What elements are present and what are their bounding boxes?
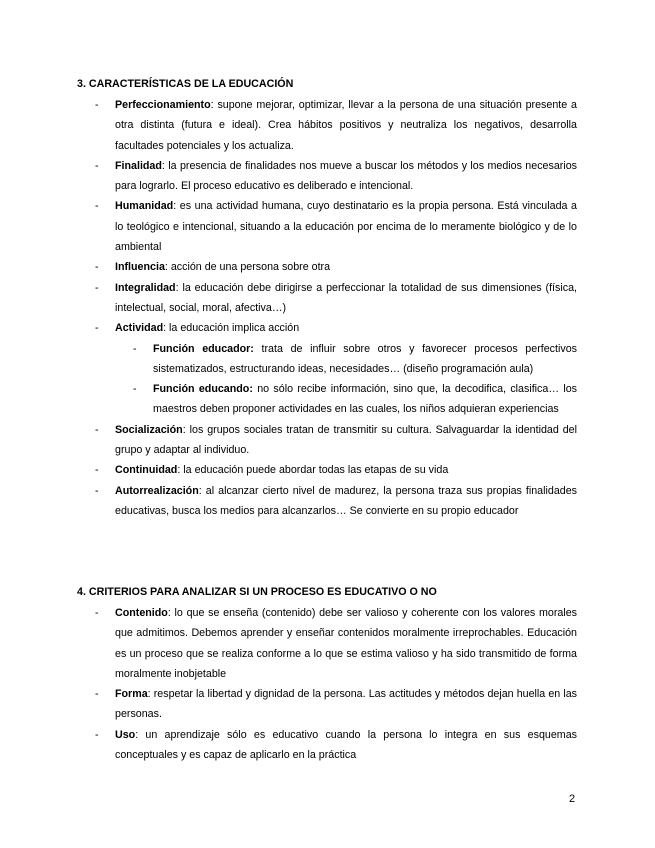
sublist-item-funcion-educador <box>133 339 577 380</box>
item-text: : la presencia de finalidades nos mueve a buscar los métodos y los medios necesarios para lograrlo. El proceso educativo es deliberado e intencional. <box>115 159 577 193</box>
item-term: Continuidad <box>115 464 178 477</box>
bullet-dash: - <box>133 342 137 355</box>
bullet-dash: - <box>95 99 99 111</box>
bullet-dash: - <box>95 728 99 741</box>
bullet-dash: - <box>95 484 99 497</box>
item-term: Integralidad <box>115 281 176 294</box>
item-term: Forma <box>115 688 148 701</box>
item-term: Humanidad <box>115 200 174 213</box>
list-item-autorrealizacion <box>95 481 577 522</box>
item-text: : supone mejorar, optimizar, llevar a la persona de una situación presente a otra distinta (futura e ideal). Crea hábitos positivos y neutraliza los negativos, desarrolla facultades potenciales y los actualiza. <box>115 99 577 152</box>
item-text: : al alcanzar cierto nivel de madurez, la persona traza sus propias finalidades educativas, busca los medios para alcanzarlos… Se convierte en su propio educador <box>115 484 577 517</box>
list-item-forma <box>95 684 577 725</box>
list-item-humanidad <box>95 196 577 257</box>
activity-sublist <box>115 339 577 420</box>
item-text: : acción de una persona sobre otra <box>164 261 331 274</box>
bullet-dash: - <box>95 688 99 701</box>
bullet-dash: - <box>95 607 99 619</box>
criteria-list <box>0 603 655 765</box>
item-text: : la educación implica acción <box>163 322 300 335</box>
list-item-continuidad <box>95 460 577 480</box>
bullet-dash: - <box>95 261 99 274</box>
item-term: Actividad <box>115 322 164 335</box>
item-text: : respetar la libertad y dignidad de la persona. Las actitudes y métodos dejan huella en las personas. <box>115 688 577 721</box>
list-item-influencia <box>95 257 577 277</box>
item-term: Función educador: <box>153 342 254 355</box>
bullet-dash: - <box>95 159 99 172</box>
item-text: : un aprendizaje sólo es educativo cuando la persona lo integra en sus esquemas conceptuales y es capaz de aplicarlo en la práctica <box>115 728 577 762</box>
bullet-dash: - <box>133 383 137 396</box>
section-3-heading: 3. CARACTERÍSTICAS DE LA EDUCACIÓN <box>77 78 294 90</box>
bullet-dash: - <box>95 464 99 477</box>
item-term: Finalidad <box>115 159 162 172</box>
section-4-heading: 4. CRITERIOS PARA ANALIZAR SI UN PROCESO ES EDUCATIVO O NO <box>77 586 437 598</box>
item-text: : los grupos sociales tratan de transmitir su cultura. Salvaguardar la identidad del grupo y adaptar al individuo. <box>115 423 577 457</box>
item-term: Autorrealización <box>115 484 199 497</box>
list-item-contenido <box>95 603 577 684</box>
bullet-dash: - <box>95 423 99 436</box>
bullet-dash: - <box>95 281 99 294</box>
item-text: : es una actividad humana, cuyo destinatario es la propia persona. Está vinculada a lo teológico e intencional, situando a la educación por encima de lo meramente biológico y de lo ambiental <box>115 200 577 254</box>
bullet-dash: - <box>95 200 99 213</box>
item-term: Perfeccionamiento <box>115 99 211 111</box>
item-text: : lo que se enseña (contenido) debe ser valioso y coherente con los valores morales que admitimos. Debemos aprender y enseñar contenidos moralmente irreprochables. Educación es un proceso que se realiza conforme a lo que se estima valioso y ha sido transmitido de forma moralmente inobjetable <box>115 607 577 680</box>
item-term: Uso <box>115 728 136 741</box>
list-item-socializacion <box>95 420 577 461</box>
item-term: Socialización <box>115 423 183 436</box>
item-text: trata de influir sobre otros y favorecer procesos perfectivos sistematizados, estructurando ideas, necesidades… (diseño programación aula) <box>153 342 577 375</box>
item-text: : la educación debe dirigirse a perfeccionar la totalidad de sus dimensiones (física, intelectual, social, moral, afectiva…) <box>115 281 577 314</box>
list-item-integralidad <box>95 278 577 319</box>
item-term: Función educando: <box>153 383 253 396</box>
list-item-uso <box>95 725 577 766</box>
item-term: Contenido <box>115 607 168 619</box>
list-item-finalidad <box>95 156 577 197</box>
bullet-dash: - <box>95 322 99 335</box>
page-number: 2 <box>569 793 576 805</box>
item-term: Influencia <box>115 261 165 274</box>
sublist-item-funcion-educando <box>133 379 577 420</box>
list-item-perfeccionamiento <box>95 95 577 156</box>
characteristics-list <box>0 95 655 521</box>
item-text: no sólo recibe información, sino que, la decodifica, clasifica… los maestros deben proponer actividades en las cuales, los niños adquieran experiencias <box>153 383 577 416</box>
item-text: : la educación puede abordar todas las etapas de su vida <box>177 464 449 477</box>
list-item-actividad <box>95 318 577 419</box>
